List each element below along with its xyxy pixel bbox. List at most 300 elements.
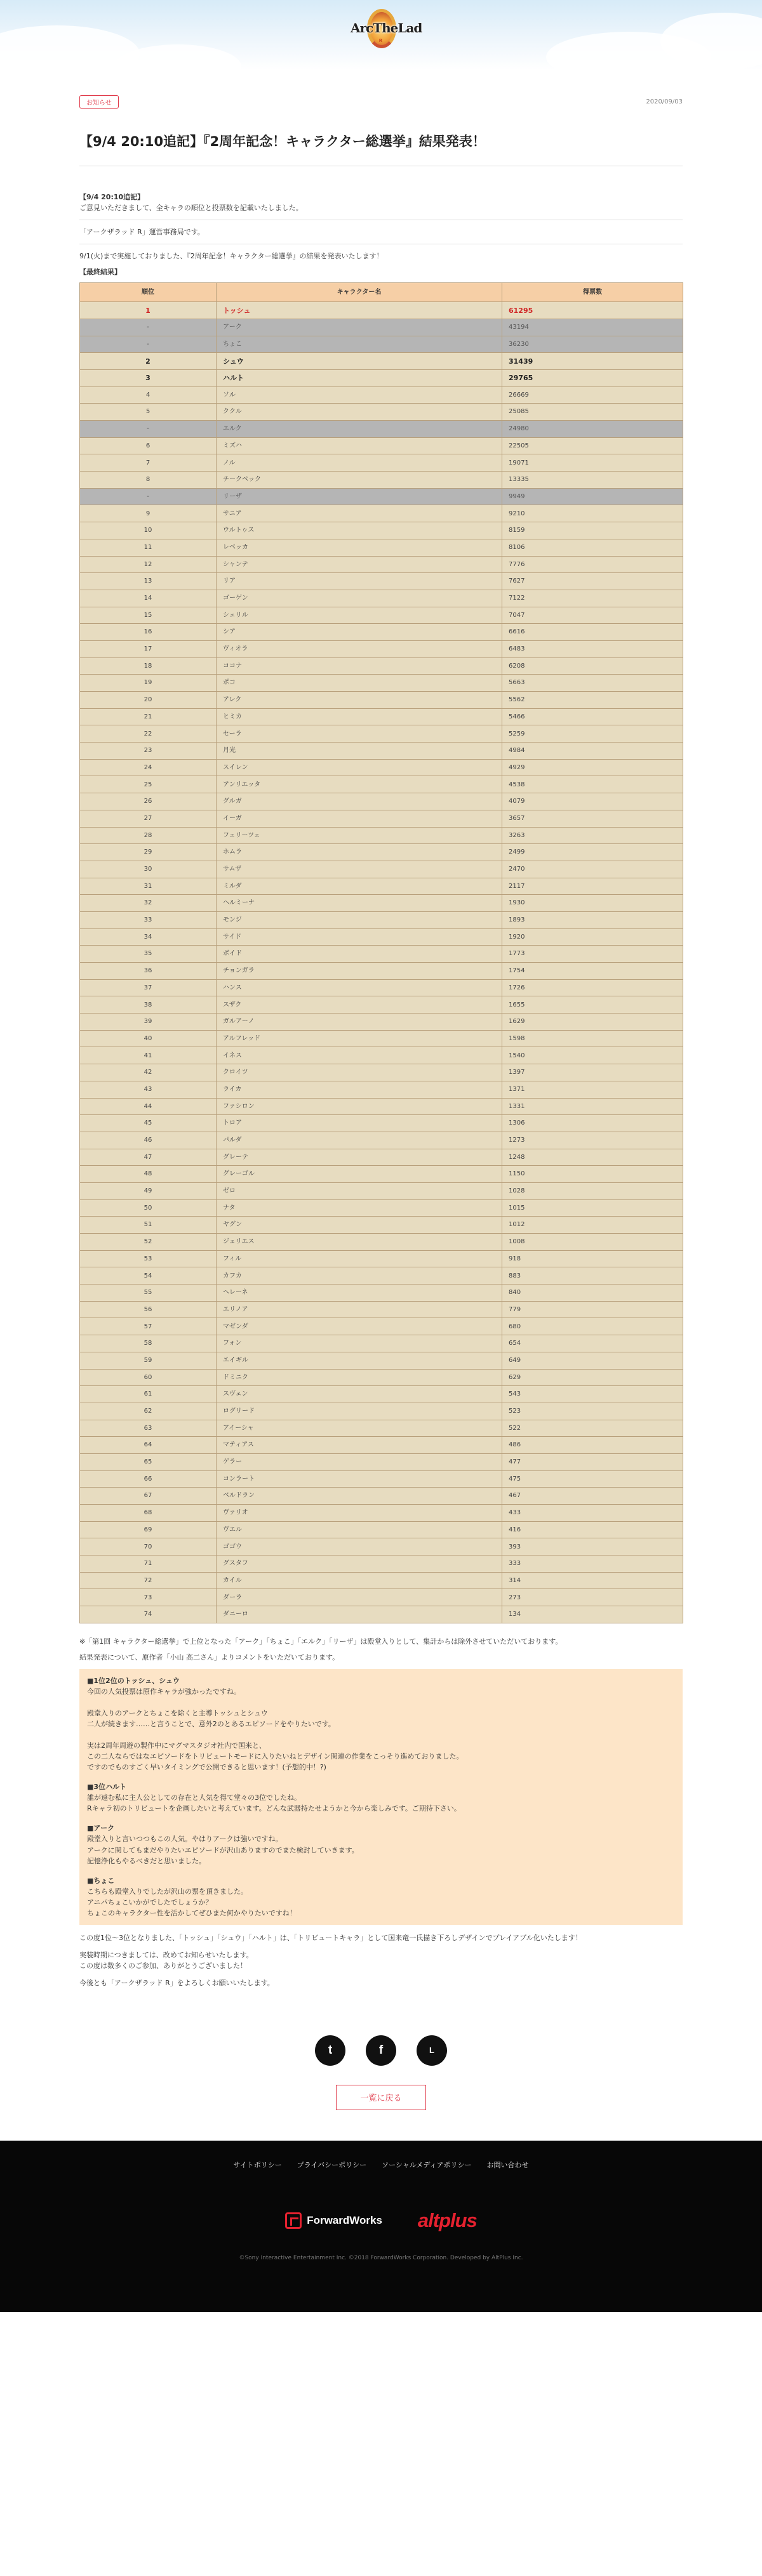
votes-cell: 433 [502, 1505, 683, 1522]
rank-cell: 71 [80, 1556, 217, 1573]
line-share-button[interactable] [417, 2035, 447, 2066]
comment-block [87, 1781, 675, 1814]
table-row [80, 539, 683, 556]
rank-cell: - [80, 421, 217, 438]
votes-cell: 918 [502, 1250, 683, 1267]
table-row [80, 1556, 683, 1573]
rank-cell: 68 [80, 1505, 217, 1522]
votes-cell: 9210 [502, 505, 683, 522]
table-row [80, 759, 683, 776]
table-row [80, 692, 683, 709]
rank-cell: 19 [80, 675, 217, 692]
table-row [80, 1217, 683, 1234]
name-cell: ダーラ [217, 1589, 502, 1606]
intro-text: 「アークザラッド R」運営事務局です。 [79, 228, 204, 237]
votes-cell: 134 [502, 1606, 683, 1623]
comment-heading: ■3位ハルト [87, 1783, 127, 1792]
votes-cell: 1754 [502, 963, 683, 980]
rank-cell: 7 [80, 454, 217, 472]
name-cell: ドミニク [217, 1369, 502, 1386]
name-cell: ヘルミーナ [217, 895, 502, 912]
release-timing-text: 実装時期につきましては、改めてお知らせいたします。 [79, 1950, 253, 1959]
notes-section [79, 1636, 683, 1663]
table-row [80, 421, 683, 438]
table-row [80, 369, 683, 386]
rank-cell: 72 [80, 1572, 217, 1589]
table-row [80, 1453, 683, 1470]
votes-cell: 4929 [502, 759, 683, 776]
table-row [80, 946, 683, 963]
article-title: 【9/4 20:10追記】『2周年記念！キャラクター総選挙』結果発表！ [79, 131, 683, 166]
votes-cell: 543 [502, 1386, 683, 1403]
table-row [80, 488, 683, 505]
votes-cell: 3263 [502, 827, 683, 844]
rank-cell: 28 [80, 827, 217, 844]
votes-cell: 26669 [502, 386, 683, 404]
name-cell: アイーシャ [217, 1420, 502, 1437]
facebook-share-button[interactable] [366, 2035, 396, 2066]
rank-cell: 60 [80, 1369, 217, 1386]
votes-cell: 314 [502, 1572, 683, 1589]
table-row [80, 573, 683, 590]
votes-cell: 477 [502, 1453, 683, 1470]
name-cell: アンリエッタ [217, 776, 502, 793]
name-cell: トッシュ [217, 302, 502, 319]
votes-cell: 31439 [502, 353, 683, 370]
table-row [80, 1098, 683, 1115]
name-cell: ナタ [217, 1199, 502, 1217]
table-row [80, 437, 683, 454]
name-cell: アルフレッド [217, 1030, 502, 1047]
rank-cell: 43 [80, 1081, 217, 1098]
votes-cell: 7047 [502, 607, 683, 624]
rank-cell: 62 [80, 1403, 217, 1420]
comment-line: アニパちょこいかがでしたでしょうか？ [87, 1898, 213, 1906]
comment-line: 殿堂入りのアークとちょこを除くと主導トッシュとシュウ [87, 1709, 268, 1718]
rank-cell: 42 [80, 1064, 217, 1081]
name-cell: ゴゴウ [217, 1538, 502, 1556]
rank-cell: 44 [80, 1098, 217, 1115]
name-cell: ゲラー [217, 1453, 502, 1470]
votes-cell: 6208 [502, 657, 683, 675]
rank-cell: 45 [80, 1115, 217, 1132]
votes-cell: 1893 [502, 911, 683, 928]
table-row [80, 928, 683, 946]
rank-cell: 59 [80, 1352, 217, 1369]
name-cell: ホムラ [217, 844, 502, 861]
votes-cell: 24980 [502, 421, 683, 438]
votes-cell: 1930 [502, 895, 683, 912]
votes-cell: 4538 [502, 776, 683, 793]
copyright: ©Sony Interactive Entertainment Inc. ©2018 ForwardWorks Corporation. Developed by AltPlus Inc. [239, 2254, 523, 2261]
comment-line: 実は2周年周遊の製作中にマグマスタジオ社内で国来と、 [87, 1741, 266, 1750]
rank-cell: 33 [80, 911, 217, 928]
votes-cell: 4079 [502, 793, 683, 810]
table-row [80, 979, 683, 996]
table-row [80, 1014, 683, 1031]
name-cell: アーク [217, 319, 502, 336]
post-date: 2020/09/03 [646, 98, 683, 105]
name-cell: イネス [217, 1047, 502, 1064]
name-cell: グルガ [217, 793, 502, 810]
table-row [80, 1403, 683, 1420]
table-row [80, 1149, 683, 1166]
table-row [80, 675, 683, 692]
votes-cell: 19071 [502, 454, 683, 472]
table-row [80, 844, 683, 861]
name-cell: リーザ [217, 488, 502, 505]
name-cell: シェリル [217, 607, 502, 624]
name-cell: アレク [217, 692, 502, 709]
footer-link-social-policy[interactable]: ソーシャルメディアポリシー [382, 2160, 472, 2169]
votes-cell: 1598 [502, 1030, 683, 1047]
name-cell: ヒミカ [217, 708, 502, 725]
votes-cell: 1773 [502, 946, 683, 963]
name-cell: エルク [217, 421, 502, 438]
table-row [80, 607, 683, 624]
altplus-logo[interactable]: altplus [417, 2209, 477, 2231]
category-badge: お知らせ [79, 95, 119, 109]
votes-cell: 467 [502, 1488, 683, 1505]
votes-cell: 2470 [502, 861, 683, 878]
votes-cell: 1726 [502, 979, 683, 996]
table-row [80, 1318, 683, 1335]
rank-cell: 49 [80, 1182, 217, 1199]
table-row [80, 353, 683, 370]
rank-cell: 63 [80, 1420, 217, 1437]
votes-cell: 273 [502, 1589, 683, 1606]
votes-cell: 7122 [502, 590, 683, 607]
site-footer [0, 2141, 762, 2312]
rank-cell: 40 [80, 1030, 217, 1047]
forwardworks-mark-icon [285, 2212, 302, 2229]
name-cell: ハンス [217, 979, 502, 996]
votes-cell: 522 [502, 1420, 683, 1437]
table-row [80, 1199, 683, 1217]
votes-cell: 22505 [502, 437, 683, 454]
comment-intro: 結果発表について、原作者「小山 高二さん」よりコメントをいただいております。 [79, 1653, 340, 1661]
site-header [0, 0, 762, 70]
closing-text: 今後とも「アークザラッド R」をよろしくお願いいたします。 [79, 1978, 274, 1987]
votes-cell: 475 [502, 1470, 683, 1488]
rank-cell: 5 [80, 404, 217, 421]
author-comments-box [79, 1669, 683, 1925]
name-cell: ダニーロ [217, 1606, 502, 1623]
votes-cell: 7627 [502, 573, 683, 590]
name-cell: ボイド [217, 946, 502, 963]
twitter-share-button[interactable] [315, 2035, 345, 2066]
rank-cell: 6 [80, 437, 217, 454]
name-cell: レベッカ [217, 539, 502, 556]
rank-cell: 18 [80, 657, 217, 675]
rank-cell: 4 [80, 386, 217, 404]
name-cell: 月光 [217, 743, 502, 760]
hall-of-fame-note: ※「第1回 キャラクター総選挙」で上位となった「アーク」「ちょこ」「エルク」「リーザ」は殿堂入りとして、集計からは除外させていただいております。 [79, 1637, 563, 1646]
name-cell: トロア [217, 1115, 502, 1132]
votes-cell: 8159 [502, 522, 683, 539]
table-row [80, 522, 683, 539]
share-buttons [79, 2035, 683, 2066]
table-row [80, 1267, 683, 1285]
comment-line [87, 1697, 675, 1708]
votes-cell: 5562 [502, 692, 683, 709]
rank-cell: 13 [80, 573, 217, 590]
table-row [80, 1521, 683, 1538]
rank-cell: 48 [80, 1166, 217, 1183]
table-row [80, 1437, 683, 1454]
name-cell: ゴーゲン [217, 590, 502, 607]
table-row [80, 1386, 683, 1403]
table-row [80, 911, 683, 928]
table-row [80, 1081, 683, 1098]
rank-cell: - [80, 488, 217, 505]
rank-cell: 1 [80, 302, 217, 319]
rank-cell: 58 [80, 1335, 217, 1352]
name-cell: カイル [217, 1572, 502, 1589]
table-row [80, 556, 683, 573]
table-row [80, 454, 683, 472]
votes-cell: 1273 [502, 1132, 683, 1149]
name-cell: ヴィオラ [217, 640, 502, 657]
votes-cell: 1540 [502, 1047, 683, 1064]
name-cell: モンジ [217, 911, 502, 928]
votes-cell: 779 [502, 1301, 683, 1318]
logo-subtext: R [378, 38, 384, 43]
article-meta [79, 95, 683, 109]
rank-cell: 23 [80, 743, 217, 760]
votes-cell: 1306 [502, 1115, 683, 1132]
votes-cell: 6483 [502, 640, 683, 657]
votes-cell: 6616 [502, 624, 683, 641]
rank-cell: 36 [80, 963, 217, 980]
name-cell: ちょこ [217, 336, 502, 353]
rank-cell: 70 [80, 1538, 217, 1556]
name-cell: ログリード [217, 1403, 502, 1420]
table-row [80, 996, 683, 1014]
footer-link-contact[interactable]: お問い合わせ [486, 2160, 529, 2169]
rank-cell: 65 [80, 1453, 217, 1470]
table-row [80, 336, 683, 353]
comment-line: アークに関してもまだやりたいエピソードが沢山ありますのでまた検討していきます。 [87, 1846, 359, 1854]
votes-cell: 883 [502, 1267, 683, 1285]
table-row [80, 1505, 683, 1522]
comment-block [87, 1823, 675, 1866]
rank-cell: 10 [80, 522, 217, 539]
votes-cell: 1015 [502, 1199, 683, 1217]
rank-cell: 16 [80, 624, 217, 641]
name-cell: シア [217, 624, 502, 641]
votes-cell: 1629 [502, 1014, 683, 1031]
table-row [80, 827, 683, 844]
votes-cell: 1150 [502, 1166, 683, 1183]
table-row [80, 590, 683, 607]
name-cell: エイギル [217, 1352, 502, 1369]
rank-cell: 74 [80, 1606, 217, 1623]
votes-cell: 8106 [502, 539, 683, 556]
rank-cell: 35 [80, 946, 217, 963]
rank-cell: 47 [80, 1149, 217, 1166]
rank-cell: 31 [80, 878, 217, 895]
votes-cell: 25085 [502, 404, 683, 421]
table-row [80, 1301, 683, 1318]
name-cell: ヴァリオ [217, 1505, 502, 1522]
table-row [80, 810, 683, 827]
rank-cell: 30 [80, 861, 217, 878]
line-icon: L [429, 2045, 434, 2056]
column-header-rank: 順位 [80, 283, 217, 302]
votes-cell: 61295 [502, 302, 683, 319]
name-cell: チョンガラ [217, 963, 502, 980]
table-row [80, 472, 683, 489]
votes-cell: 4984 [502, 743, 683, 760]
votes-cell: 523 [502, 1403, 683, 1420]
table-row [80, 1538, 683, 1556]
votes-cell: 1331 [502, 1098, 683, 1115]
name-cell: コンラート [217, 1470, 502, 1488]
name-cell: ゼロ [217, 1182, 502, 1199]
votes-cell: 1397 [502, 1064, 683, 1081]
comment-block [87, 1875, 675, 1919]
name-cell: スイレン [217, 759, 502, 776]
table-row [80, 861, 683, 878]
table-row [80, 1182, 683, 1199]
rank-cell: 50 [80, 1199, 217, 1217]
rank-cell: - [80, 336, 217, 353]
comment-line: 記憶浄化もやるべきだと思いました。 [87, 1856, 206, 1865]
votes-cell: 1028 [502, 1182, 683, 1199]
name-cell: サイド [217, 928, 502, 946]
rank-cell: 24 [80, 759, 217, 776]
comment-line: 誰が遠む私に主人公としての存在と人気を得て堂々の3位でしたね。 [87, 1793, 301, 1802]
table-row [80, 1132, 683, 1149]
name-cell: ミルダ [217, 878, 502, 895]
rank-cell: 39 [80, 1014, 217, 1031]
name-cell: ハルト [217, 369, 502, 386]
table-row [80, 640, 683, 657]
table-row [80, 1285, 683, 1302]
table-row [80, 1234, 683, 1251]
name-cell: マティアス [217, 1437, 502, 1454]
article-body [79, 192, 683, 1988]
comment-line: こちらも殿堂入りでしたが沢山の票を頂きました。 [87, 1887, 248, 1896]
rank-cell: 55 [80, 1285, 217, 1302]
votes-cell: 416 [502, 1521, 683, 1538]
rank-cell: 29 [80, 844, 217, 861]
votes-cell: 333 [502, 1556, 683, 1573]
game-logo[interactable] [351, 6, 422, 63]
rank-cell: 22 [80, 725, 217, 743]
name-cell: シュウ [217, 353, 502, 370]
votes-cell: 5663 [502, 675, 683, 692]
name-cell: ポコ [217, 675, 502, 692]
rank-cell: 52 [80, 1234, 217, 1251]
footer-links [0, 2141, 762, 2170]
votes-cell: 840 [502, 1285, 683, 1302]
table-row [80, 1047, 683, 1064]
rank-cell: 56 [80, 1301, 217, 1318]
name-cell: ココナ [217, 657, 502, 675]
name-cell: ヘレーネ [217, 1285, 502, 1302]
rank-cell: 73 [80, 1589, 217, 1606]
votes-cell: 1655 [502, 996, 683, 1014]
rank-cell: 3 [80, 369, 217, 386]
table-row [80, 1064, 683, 1081]
name-cell: ソル [217, 386, 502, 404]
comment-line: 今回の人気投票は原作キャラが強かったですね。 [87, 1688, 241, 1696]
footer-link-site-policy[interactable]: サイトポリシー [233, 2160, 282, 2169]
ranking-table [79, 282, 683, 1623]
votes-cell: 629 [502, 1369, 683, 1386]
rank-cell: 37 [80, 979, 217, 996]
thanks-text: この度は数多くのご参加、ありがとうございました！ [79, 1961, 247, 1970]
rank-cell: 53 [80, 1250, 217, 1267]
footer-link-privacy-policy[interactable]: プライバシーポリシー [297, 2160, 367, 2169]
rank-cell: 51 [80, 1217, 217, 1234]
rank-cell: 67 [80, 1488, 217, 1505]
rank-cell: 69 [80, 1521, 217, 1538]
column-header-votes: 得票数 [502, 283, 683, 302]
votes-cell: 7776 [502, 556, 683, 573]
votes-cell: 2117 [502, 878, 683, 895]
rank-cell: 27 [80, 810, 217, 827]
comment-heading: ■1位2位のトッシュ、シュウ [87, 1676, 180, 1685]
name-cell: リア [217, 573, 502, 590]
name-cell: フェリーツェ [217, 827, 502, 844]
name-cell: チークペック [217, 472, 502, 489]
rank-cell: - [80, 319, 217, 336]
votes-cell: 649 [502, 1352, 683, 1369]
rank-cell: 46 [80, 1132, 217, 1149]
comment-line: 二人が続きます……と言うことで、意外2のとあるエピソードをやりたいです。 [87, 1720, 335, 1729]
name-cell: グスタフ [217, 1556, 502, 1573]
rank-cell: 15 [80, 607, 217, 624]
name-cell: ノル [217, 454, 502, 472]
name-cell: カフカ [217, 1267, 502, 1285]
name-cell: ガルアーノ [217, 1014, 502, 1031]
name-cell: ヴエル [217, 1521, 502, 1538]
back-to-list-button[interactable]: 一覧に戻る [336, 2085, 426, 2110]
name-cell: イーガ [217, 810, 502, 827]
forwardworks-logo[interactable] [285, 2212, 382, 2229]
rank-cell: 54 [80, 1267, 217, 1285]
name-cell: マゼンダ [217, 1318, 502, 1335]
name-cell: ライカ [217, 1081, 502, 1098]
rank-cell: 34 [80, 928, 217, 946]
rank-cell: 17 [80, 640, 217, 657]
rank-cell: 12 [80, 556, 217, 573]
table-row [80, 963, 683, 980]
votes-cell: 13335 [502, 472, 683, 489]
brand-logos [0, 2209, 762, 2232]
name-cell: サムザ [217, 861, 502, 878]
votes-cell: 1248 [502, 1149, 683, 1166]
table-row [80, 404, 683, 421]
table-row [80, 1352, 683, 1369]
rank-cell: 8 [80, 472, 217, 489]
table-row [80, 1335, 683, 1352]
comment-line: ちょこのキャラクター性を活かしてぜひまた何かやりたいですね！ [87, 1908, 297, 1917]
logo-text: ArcTheLad [351, 20, 422, 36]
table-row [80, 1166, 683, 1183]
table-row [80, 1606, 683, 1623]
name-cell: スヴェン [217, 1386, 502, 1403]
votes-cell: 486 [502, 1437, 683, 1454]
name-cell: フォン [217, 1335, 502, 1352]
votes-cell: 1920 [502, 928, 683, 946]
votes-cell: 5466 [502, 708, 683, 725]
table-row [80, 1369, 683, 1386]
comment-line: Rキャラ初のトリビュートを企画したいと考えています。どんな武器持たせようかと今から楽しみです。ご期待下さい。 [87, 1804, 461, 1813]
